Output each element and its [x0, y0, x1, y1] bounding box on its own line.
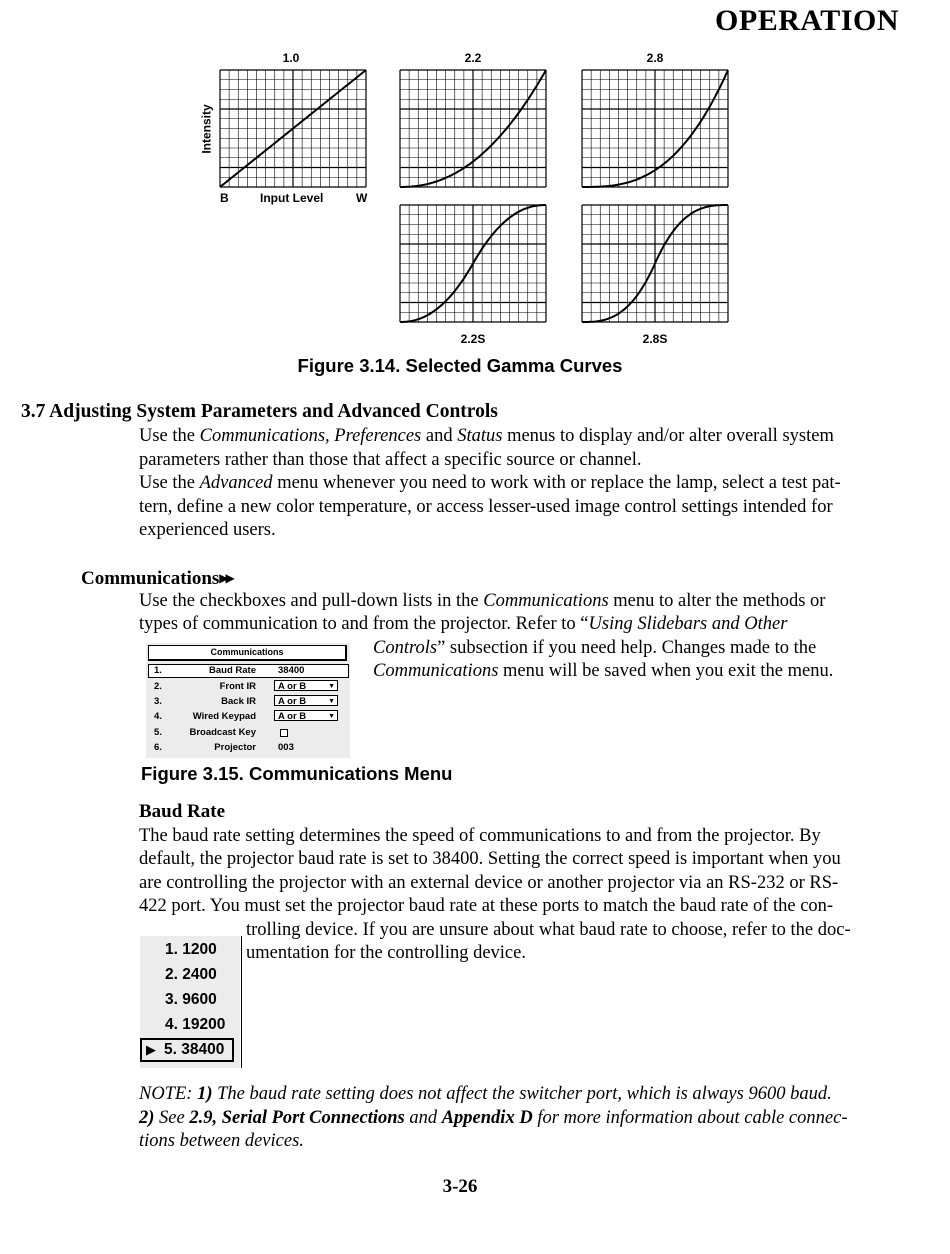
- paragraph-line: Use the checkboxes and pull-down lists in the Communications menu to alter the methods or: [139, 591, 826, 611]
- menu-row-label: Wired Keypad: [192, 711, 256, 722]
- paragraph-line: umentation for the controlling device.: [246, 943, 526, 963]
- menu-row-label: Projector: [214, 742, 256, 753]
- menu-row-label: Front IR: [219, 681, 256, 692]
- back-ir-dropdown[interactable]: A or B ▼: [274, 695, 338, 706]
- paragraph-line: tern, define a new color temperature, or access lesser-used image control settings intended for: [139, 497, 833, 517]
- communications-menu: [146, 643, 350, 758]
- y-axis-label: Intensity: [199, 104, 214, 154]
- x-axis-label: Input Level: [260, 191, 324, 205]
- paragraph-line: The baud rate setting determines the speed of communications to and from the projector. By: [139, 826, 821, 846]
- wired-keypad-dropdown[interactable]: A or B ▼: [274, 710, 338, 721]
- paragraph-line: 422 port. You must set the projector baud rate at these ports to match the baud rate of the con-: [139, 896, 834, 916]
- chart-title-gamma-2-8s: 2.8S: [642, 332, 668, 346]
- menu-row-wired-keypad: [146, 709, 350, 724]
- menu-row-number: 5.: [154, 727, 162, 738]
- menu-row-number: 4.: [154, 711, 162, 722]
- menu-row-number: 2.: [154, 681, 162, 692]
- chart-title-gamma-2-8: 2.8: [646, 51, 664, 65]
- x-tick-label-w: W: [356, 191, 368, 205]
- menu-row-label: Back IR: [221, 696, 256, 707]
- menu-row-label: Broadcast Key: [189, 727, 256, 738]
- menu-row-baud-rate[interactable]: [146, 663, 350, 678]
- section-heading: 3.7 Adjusting System Parameters and Advanced Controls: [21, 401, 498, 422]
- subsection-heading: Communications ▶▶: [81, 568, 232, 589]
- chart-title-gamma-2-2s: 2.2S: [460, 332, 486, 346]
- menu-row-back-ir: [146, 694, 350, 709]
- baud-option[interactable]: 3. 9600: [165, 991, 217, 1008]
- baud-option[interactable]: 4. 19200: [165, 1016, 226, 1033]
- paragraph-line: types of communication to and from the projector. Refer to “Using Slidebars and Other: [139, 614, 788, 634]
- chart-gamma-1-0: [220, 70, 366, 187]
- subsection-heading: Baud Rate: [139, 801, 226, 822]
- baud-option-selected[interactable]: ▶ 5. 38400: [140, 1038, 234, 1062]
- note-line: NOTE: 1) The baud rate setting does not affect the switcher port, which is always 9600 baud.: [139, 1084, 832, 1104]
- paragraph-line: parameters rather than those that affect a specific source or channel.: [139, 450, 642, 470]
- chart-gamma-2-8: [582, 70, 728, 187]
- chart-gamma-2-2s: [400, 205, 546, 322]
- baud-option[interactable]: 1. 1200: [165, 941, 217, 958]
- paragraph-line: Use the Advanced menu whenever you need to work with or replace the lamp, select a test pat-: [139, 473, 841, 493]
- x-tick-label-b: B: [220, 191, 229, 205]
- paragraph-line: are controlling the projector with an external device or another projector via an RS-232 or RS-: [139, 873, 839, 893]
- paragraph-line: experienced users.: [139, 520, 276, 540]
- front-ir-dropdown[interactable]: A or B ▼: [274, 680, 338, 691]
- paragraph-line: Use the Communications, Preferences and Status menus to display and/or alter overall system: [139, 426, 834, 446]
- baud-rate-list: [140, 936, 240, 1068]
- page-number: 3-26: [442, 1176, 478, 1197]
- menu-row-broadcast-key: [146, 725, 350, 740]
- chart-gamma-2-2: [400, 70, 546, 187]
- figure-caption: Figure 3.14. Selected Gamma Curves: [297, 355, 623, 376]
- paragraph-line: Controls” subsection if you need help. Changes made to the: [373, 638, 817, 658]
- dropdown-arrow-icon: ▼: [328, 698, 335, 705]
- menu-row-projector: [146, 740, 350, 755]
- selection-arrow-icon: ▶: [146, 1042, 156, 1057]
- menu-row-front-ir: [146, 679, 350, 694]
- menu-row-number: 1.: [154, 665, 162, 676]
- broadcast-key-checkbox[interactable]: [280, 729, 288, 737]
- menu-row-number: 6.: [154, 742, 162, 753]
- note-line: tions between devices.: [139, 1131, 304, 1151]
- chart-title-gamma-2-2: 2.2: [464, 51, 482, 65]
- baud-option[interactable]: 2. 2400: [165, 966, 217, 983]
- paragraph-line: default, the projector baud rate is set to 38400. Setting the correct speed is important when you: [139, 849, 841, 869]
- menu-title: Communications: [148, 645, 347, 661]
- double-right-triangle-icon: ▶▶: [219, 571, 232, 585]
- dropdown-arrow-icon: ▼: [328, 713, 335, 720]
- figure-caption: Figure 3.15. Communications Menu: [141, 763, 453, 784]
- gamma-curves-chart: [0, 0, 950, 350]
- menu-row-value: 003: [278, 742, 294, 753]
- paragraph-line: Communications menu will be saved when you exit the menu.: [373, 661, 834, 681]
- menu-row-number: 3.: [154, 696, 162, 707]
- note-line: 2) See 2.9, Serial Port Connections and Appendix D for more information about cable connec-: [139, 1108, 848, 1128]
- paragraph-line: trolling device. If you are unsure about what baud rate to choose, refer to the doc-: [246, 920, 851, 940]
- page-header-title: OPERATION: [715, 4, 899, 37]
- chart-gamma-2-8s: [582, 205, 728, 322]
- menu-row-label: Baud Rate: [209, 665, 256, 676]
- dropdown-arrow-icon: ▼: [328, 683, 335, 690]
- menu-row-value: 38400: [278, 665, 305, 676]
- chart-title-gamma-1-0: 1.0: [282, 51, 300, 65]
